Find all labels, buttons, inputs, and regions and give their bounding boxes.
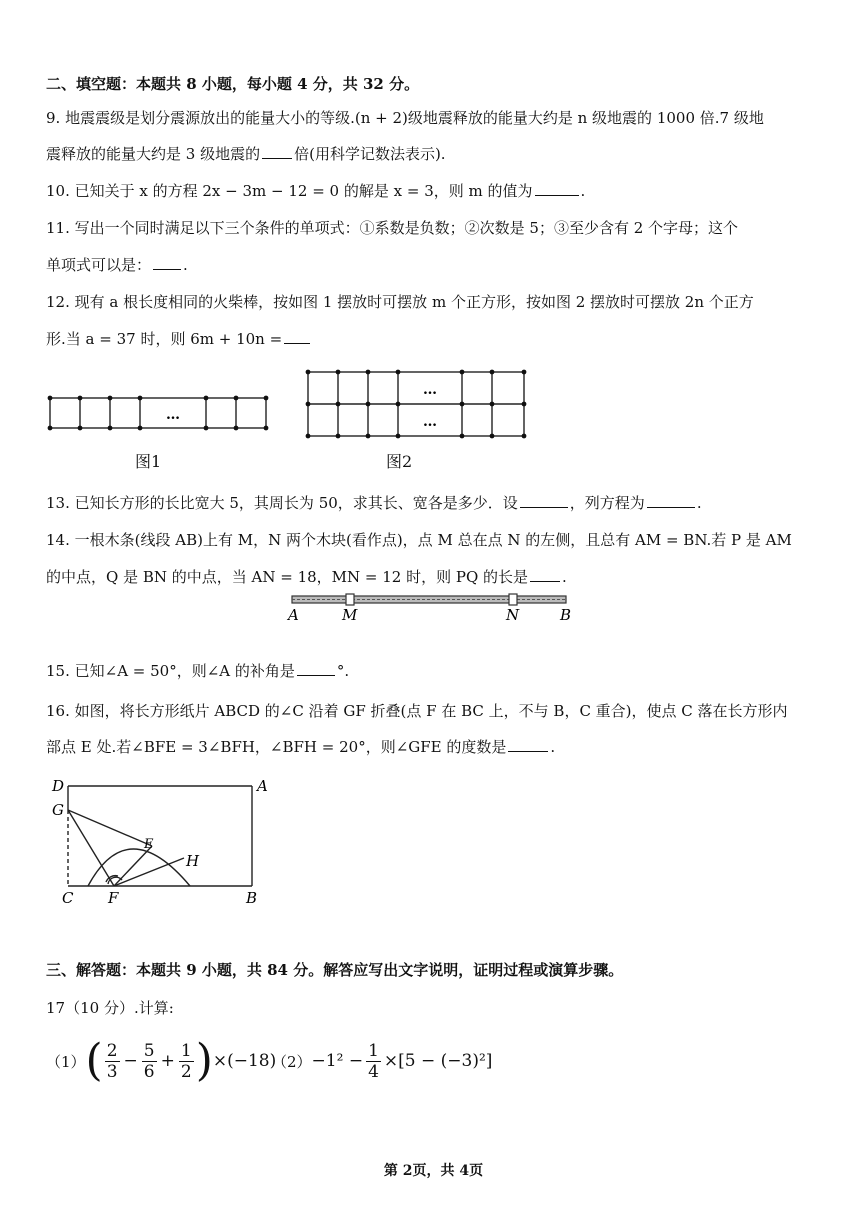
q14-text-b: . bbox=[562, 568, 567, 586]
q12-line1: 12. 现有 a 根长度相同的火柴棒，按如图 1 摆放时可摆放 m 个正方形，按如图 2 摆放时可摆放 2n 个正方 bbox=[46, 293, 754, 311]
frac4-num: 1 bbox=[368, 1040, 379, 1061]
q15-answer-blank[interactable] bbox=[297, 661, 335, 676]
q11-text-a: 单项式可以是： bbox=[46, 256, 152, 274]
q11-text-b: . bbox=[183, 256, 188, 274]
q11-line2 bbox=[46, 255, 188, 275]
q17-p1-tail: ×(−18) bbox=[212, 1051, 277, 1071]
fig1-label: 图1 bbox=[135, 452, 162, 471]
q13-line bbox=[46, 493, 702, 513]
q17-title: 17（10 分）.计算: bbox=[46, 999, 174, 1017]
q14-text-a: 的中点，Q 是 BN 的中点，当 AN = 18，MN = 12 时，则 PQ 的长是 bbox=[46, 568, 529, 586]
label-m: M bbox=[342, 606, 358, 624]
q17-p2-head: −1² − bbox=[311, 1051, 364, 1071]
label-a: A bbox=[288, 606, 299, 624]
fig1-ellipsis: … bbox=[166, 407, 180, 423]
block-n bbox=[509, 594, 517, 605]
fig2-ellipsis-top: … bbox=[423, 382, 437, 398]
frac3-den: 2 bbox=[180, 1061, 192, 1082]
q10-text-b: . bbox=[580, 182, 586, 200]
q14-line1: 14. 一根木条(线段 AB)上有 M，N 两个木块(看作点)，点 M 总在点 N 的左侧，且总有 AM = BN.若 P 是 AM bbox=[46, 531, 792, 549]
fig2-label: 图2 bbox=[386, 452, 413, 471]
q16-text-a: 部点 E 处.若∠BFE = 3∠BFH，∠BFH = 20°，则∠GFE 的度数是 bbox=[46, 738, 507, 756]
section2-heading: 二、填空题：本题共 8 小题，每小题 4 分，共 32 分。 bbox=[46, 75, 420, 93]
block-m bbox=[346, 594, 354, 605]
q10-text-a: 10. 已知关于 x 的方程 2x − 3m − 12 = 0 的解是 x = 3，则 m 的值为 bbox=[46, 182, 533, 200]
q11-answer-blank[interactable] bbox=[153, 255, 181, 270]
q17-p2-label: （2） bbox=[272, 1052, 312, 1071]
q12-figure2 bbox=[302, 366, 532, 438]
q16-line1: 16. 如图，将长方形纸片 ABCD 的∠C 沿着 GF 折叠(点 F 在 BC 上，不与 B，C 重合)，使点 C 落在长方形内 bbox=[46, 702, 788, 720]
q9-text-a: 震释放的能量大约是 3 级地震的 bbox=[46, 145, 261, 163]
frac-3 bbox=[179, 1041, 194, 1082]
q9-line2 bbox=[46, 144, 446, 164]
page-footer: 第 2页，共 4页 bbox=[383, 1163, 484, 1179]
frac2-den: 6 bbox=[143, 1061, 155, 1082]
label-a-corner: A bbox=[257, 777, 268, 795]
frac-4 bbox=[366, 1041, 381, 1082]
frac3-num: 1 bbox=[180, 1040, 192, 1061]
q12-answer-blank[interactable] bbox=[284, 329, 310, 344]
q9-answer-blank[interactable] bbox=[262, 144, 292, 159]
label-n: N bbox=[506, 606, 520, 624]
fig2-ellipsis-bottom: … bbox=[423, 414, 437, 430]
q16-text-b: . bbox=[550, 738, 556, 756]
frac4-den: 4 bbox=[368, 1061, 379, 1082]
label-f: F bbox=[108, 889, 119, 907]
q13-text-b: ，列方程为 bbox=[569, 494, 645, 512]
q17-p1-label: （1） bbox=[46, 1052, 86, 1071]
q13-text-c: . bbox=[696, 494, 702, 512]
q9-line1: 9. 地震震级是划分震源放出的能量大小的等级.(n + 2)级地震释放的能量大约是 n 级地震的 1000 倍.7 级地 bbox=[46, 109, 764, 127]
q17-part2 bbox=[272, 1036, 492, 1086]
q16-answer-blank[interactable] bbox=[508, 737, 548, 752]
label-b-corner: B bbox=[246, 889, 258, 907]
paren-left: ( bbox=[85, 1035, 103, 1086]
frac-2 bbox=[142, 1041, 157, 1082]
q16-rectangle-figure bbox=[48, 772, 278, 912]
q14-answer-blank[interactable] bbox=[530, 567, 560, 582]
q14-line2 bbox=[46, 567, 567, 587]
op-minus: − bbox=[123, 1051, 138, 1071]
q12-line2 bbox=[46, 329, 312, 349]
q13-answer-blank-1[interactable] bbox=[520, 493, 568, 508]
q15-line bbox=[46, 661, 349, 681]
label-b: B bbox=[560, 606, 572, 624]
q10-line bbox=[46, 181, 585, 201]
q13-answer-blank-2[interactable] bbox=[647, 493, 695, 508]
section3-heading: 三、解答题：本题共 9 小题，共 84 分。解答应写出文字说明，证明过程或演算步骤。 bbox=[46, 961, 624, 979]
op-plus: + bbox=[160, 1051, 175, 1071]
q15-text-b: °. bbox=[336, 662, 350, 680]
frac1-num: 2 bbox=[106, 1040, 118, 1061]
frac1-den: 3 bbox=[106, 1061, 118, 1082]
label-d: D bbox=[52, 777, 65, 795]
q15-text-a: 15. 已知∠A = 50°，则∠A 的补角是 bbox=[46, 662, 295, 680]
q17-p2-tail: ×[5 − (−3)²] bbox=[383, 1051, 493, 1071]
frac-1 bbox=[105, 1041, 120, 1082]
q12-text-a: 形.当 a = 37 时，则 6m + 10n = bbox=[46, 330, 283, 348]
q12-figure1 bbox=[44, 392, 274, 434]
q10-answer-blank[interactable] bbox=[535, 181, 579, 196]
label-g: G bbox=[52, 801, 64, 819]
label-e: E bbox=[144, 837, 154, 852]
q9-text-b: 倍(用科学记数法表示). bbox=[294, 145, 446, 163]
q11-line1: 11. 写出一个同时满足以下三个条件的单项式：①系数是负数；②次数是 5；③至少含有 2 个字母；这个 bbox=[46, 219, 739, 237]
label-c: C bbox=[62, 889, 74, 907]
q14-stick-figure bbox=[284, 592, 584, 626]
q17-part1 bbox=[46, 1036, 276, 1086]
frac2-num: 5 bbox=[143, 1040, 155, 1061]
q16-line2 bbox=[46, 737, 555, 757]
paren-right: ) bbox=[195, 1035, 213, 1086]
label-h: H bbox=[186, 852, 200, 870]
q13-text-a: 13. 已知长方形的长比宽大 5，其周长为 50，求其长、宽各是多少．设 bbox=[46, 494, 518, 512]
